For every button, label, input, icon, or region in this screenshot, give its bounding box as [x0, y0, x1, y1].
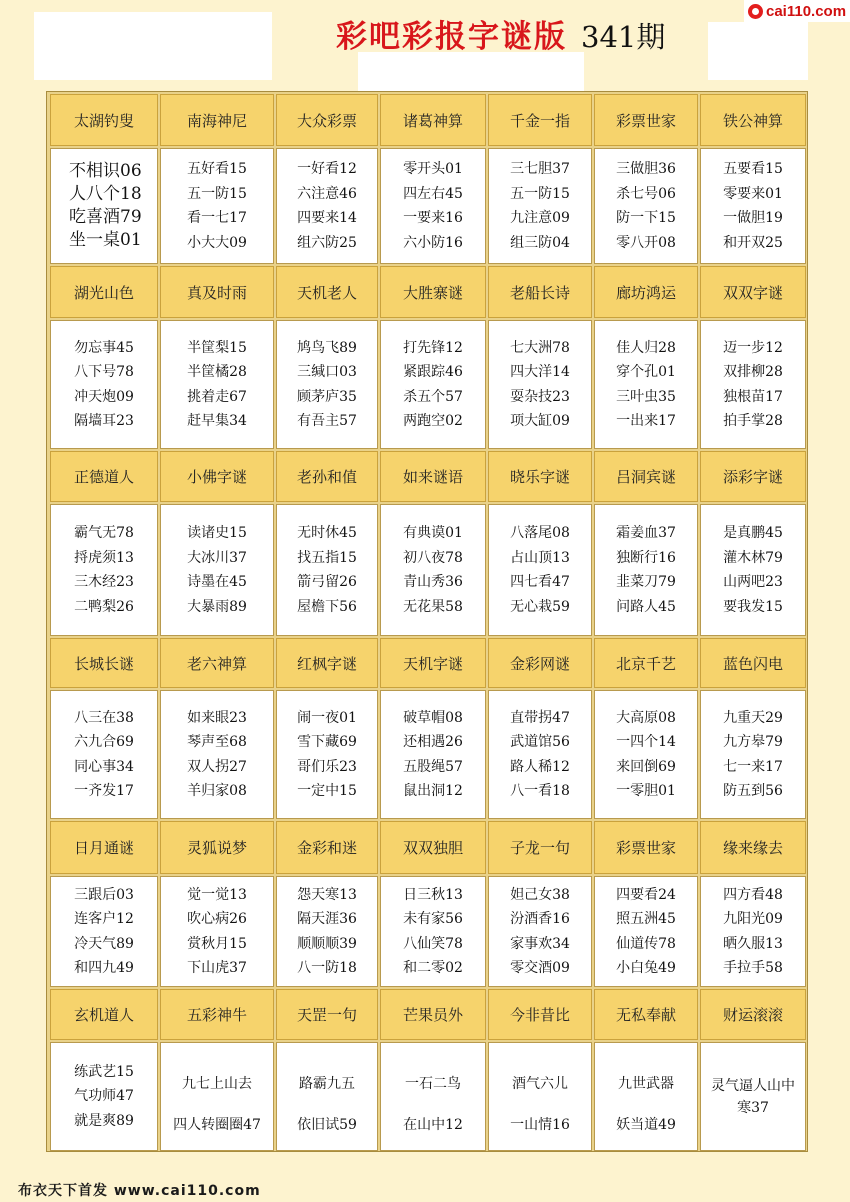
riddle-line: 一零胆01	[616, 783, 676, 799]
riddle-line: 雪下藏69	[297, 734, 357, 750]
column-header: 子龙一句	[488, 821, 592, 874]
riddle-line: 一做胆19	[723, 210, 783, 226]
riddle-cell	[160, 876, 274, 987]
riddle-line: 四要看24	[616, 886, 676, 903]
riddle-line: 连客户12	[74, 911, 134, 927]
riddle-line: 一定中15	[297, 783, 357, 799]
column-header: 双双独胆	[380, 821, 486, 874]
riddle-line: 三跟后03	[74, 886, 134, 903]
logo-text: cai110.com	[766, 2, 847, 20]
riddle-line: 五好看15	[187, 161, 247, 177]
riddle-line: 羊归家08	[187, 783, 247, 799]
riddle-line: 和二零02	[403, 960, 463, 976]
riddle-line: 冲天炮09	[74, 388, 134, 405]
column-header: 老孙和值	[276, 451, 378, 502]
riddle-line: 独根苗17	[723, 388, 783, 405]
column-header: 红枫字谜	[276, 638, 378, 688]
riddle-line: 就是爽89	[74, 1112, 134, 1129]
riddle-line: 三叶虫35	[616, 388, 676, 405]
riddle-cell	[488, 876, 592, 987]
riddle-line: 九注意09	[510, 210, 570, 226]
riddle-line: 双排柳28	[723, 364, 783, 380]
riddle-line: 琴声至68	[187, 734, 247, 750]
riddle-line: 霜姜血37	[616, 525, 676, 541]
riddle-line: 八下号78	[74, 364, 134, 380]
riddle-line: 隔天涯36	[297, 911, 357, 927]
riddle-line: 依旧试59	[297, 1117, 357, 1133]
riddle-line: 五一防15	[510, 185, 570, 202]
riddle-line: 箭弓留26	[297, 574, 357, 590]
riddle-cell	[700, 504, 806, 636]
riddle-line: 零开头01	[403, 161, 463, 177]
riddle-line: 酒气六儿	[512, 1076, 568, 1092]
riddle-line: 杀五个57	[403, 388, 463, 405]
column-header: 老船长诗	[488, 266, 592, 318]
column-header: 天机字谜	[380, 638, 486, 688]
riddle-line: 有典谟01	[403, 525, 463, 541]
column-header: 添彩字谜	[700, 451, 806, 502]
column-header: 小佛字谜	[160, 451, 274, 502]
column-header: 日月通谜	[50, 821, 158, 874]
riddle-line: 六小防16	[403, 234, 463, 251]
riddle-cell	[488, 504, 592, 636]
riddle-line: 勿忘事45	[74, 339, 134, 356]
riddle-line: 要我发15	[723, 598, 783, 615]
riddle-line: 小大大09	[187, 234, 247, 251]
riddle-line: 拍手掌28	[723, 413, 783, 429]
riddle-cell	[380, 320, 486, 449]
riddle-line: 无时休45	[297, 525, 357, 541]
column-header: 芒果员外	[380, 989, 486, 1040]
riddle-line: 组三防04	[510, 234, 570, 251]
riddle-cell	[276, 504, 378, 636]
riddle-line: 一好看12	[297, 161, 357, 177]
riddle-line: 冷天气89	[74, 935, 134, 952]
riddle-line: 如来眼23	[187, 709, 247, 726]
riddle-line: 双人拐27	[187, 758, 247, 775]
riddle-line: 半筐橘28	[187, 364, 247, 380]
riddle-line: 吃喜酒79	[69, 207, 142, 227]
riddle-line: 八三在38	[74, 709, 134, 726]
riddle-cell	[594, 148, 698, 264]
riddle-line: 和开双25	[723, 234, 783, 251]
riddle-cell	[594, 504, 698, 636]
riddle-line: 组六防25	[297, 234, 357, 251]
column-header: 金彩和迷	[276, 821, 378, 874]
riddle-cell	[276, 1042, 378, 1151]
riddle-line: 三木经23	[74, 574, 134, 590]
riddle-line: 汾酒香16	[510, 911, 570, 927]
riddle-line: 隔墙耳23	[74, 413, 134, 429]
riddle-cell	[700, 690, 806, 819]
riddle-line: 来回倒69	[616, 758, 676, 775]
riddle-line: 四方看48	[723, 886, 783, 903]
riddle-line: 八一防18	[297, 960, 357, 976]
riddle-line: 零交酒09	[510, 960, 570, 976]
footer-credit: 布衣天下首发 www.cai110.com	[18, 1183, 261, 1199]
riddle-line: 九七上山去	[182, 1076, 252, 1092]
riddle-cell	[160, 148, 274, 264]
riddle-line: 灵气逼人山中寒37	[711, 1077, 795, 1116]
column-header: 诸葛神算	[380, 94, 486, 146]
riddle-line: 霸气无78	[74, 525, 134, 541]
riddle-line: 有吾主57	[297, 413, 357, 429]
riddle-line: 问路人45	[616, 598, 676, 615]
riddle-cell	[380, 504, 486, 636]
riddle-line: 七大洲78	[510, 339, 570, 356]
riddle-cell	[380, 148, 486, 264]
riddle-line: 一四个14	[616, 734, 676, 750]
column-header: 真及时雨	[160, 266, 274, 318]
riddle-line: 六九合69	[74, 734, 134, 750]
riddle-line: 未有家56	[403, 911, 463, 927]
riddle-line: 无花果58	[403, 598, 463, 615]
column-header: 天机老人	[276, 266, 378, 318]
riddle-cell	[488, 1042, 592, 1151]
column-header: 晓乐字谜	[488, 451, 592, 502]
riddle-line: 九世武器	[618, 1076, 674, 1092]
riddle-line: 两跑空02	[403, 413, 463, 429]
riddle-cell	[594, 690, 698, 819]
riddle-line: 半筐梨15	[187, 339, 247, 356]
riddle-cell	[380, 1042, 486, 1151]
column-header: 太湖钓叟	[50, 94, 158, 146]
riddle-cell	[276, 148, 378, 264]
riddle-cell	[50, 876, 158, 987]
riddle-line: 一齐发17	[74, 783, 134, 799]
column-header: 今非昔比	[488, 989, 592, 1040]
riddle-line: 占山顶13	[510, 549, 570, 566]
riddle-cell	[700, 148, 806, 264]
riddle-line: 路人稀12	[510, 758, 570, 775]
column-header: 千金一指	[488, 94, 592, 146]
blank-box-right	[708, 22, 808, 80]
column-header: 南海神尼	[160, 94, 274, 146]
riddle-line: 五一防15	[187, 185, 247, 202]
riddle-cell	[160, 690, 274, 819]
riddle-line: 下山虎37	[187, 960, 247, 976]
riddle-cell	[160, 1042, 274, 1151]
riddle-line: 青山秀36	[403, 574, 463, 590]
riddle-cell	[488, 690, 592, 819]
riddle-cell	[700, 1042, 806, 1151]
riddle-line: 诗墨在45	[187, 574, 247, 590]
riddle-line: 气功师47	[74, 1088, 134, 1105]
riddle-line: 迈一步12	[723, 339, 783, 356]
riddle-line: 怨天寒13	[297, 886, 357, 903]
riddle-cell	[594, 1042, 698, 1151]
riddle-line: 顾茅庐35	[297, 388, 357, 405]
riddle-line: 七一来17	[723, 758, 783, 775]
riddle-line: 直带拐47	[510, 709, 570, 726]
riddle-line: 吹心病26	[187, 911, 247, 927]
riddle-line: 练武艺15	[74, 1063, 134, 1080]
column-header: 吕洞宾谜	[594, 451, 698, 502]
riddle-line: 佳人归28	[616, 339, 676, 356]
column-header: 财运滚滚	[700, 989, 806, 1040]
riddle-line: 手拉手58	[723, 960, 783, 976]
riddle-cell	[380, 690, 486, 819]
riddle-cell	[488, 320, 592, 449]
riddle-line: 小白兔49	[616, 960, 676, 976]
riddle-line: 零要来01	[723, 185, 783, 202]
riddle-line: 四左右45	[403, 185, 463, 202]
column-header: 无私奉献	[594, 989, 698, 1040]
riddle-line: 照五洲45	[616, 911, 676, 927]
riddle-cell	[594, 320, 698, 449]
riddle-line: 顺顺顺39	[297, 935, 357, 952]
column-header: 铁公神算	[700, 94, 806, 146]
column-header: 金彩网谜	[488, 638, 592, 688]
page-title	[336, 11, 665, 55]
riddle-line: 闹一夜01	[297, 709, 357, 726]
riddle-line: 妖当道49	[616, 1117, 676, 1133]
column-header: 双双字谜	[700, 266, 806, 318]
riddle-line: 晒久服13	[723, 935, 783, 952]
site-logo[interactable]	[744, 0, 850, 22]
column-header: 正德道人	[50, 451, 158, 502]
column-header: 廊坊鸿运	[594, 266, 698, 318]
riddle-line: 二鸭梨26	[74, 598, 134, 615]
riddle-cell	[594, 876, 698, 987]
riddle-line: 大暴雨89	[187, 598, 247, 615]
riddle-cell	[50, 148, 158, 264]
riddle-line: 九重天29	[723, 709, 783, 726]
riddle-cell	[276, 876, 378, 987]
riddle-line: 灌木林79	[723, 549, 783, 566]
riddle-cell	[50, 320, 158, 449]
riddle-line: 打先锋12	[403, 339, 463, 356]
riddle-line: 四大洋14	[510, 364, 570, 380]
column-header: 长城长谜	[50, 638, 158, 688]
riddle-line: 鸠鸟飞89	[297, 339, 357, 356]
riddle-line: 项大缸09	[510, 413, 570, 429]
riddle-line: 在山中12	[403, 1117, 463, 1133]
riddle-line: 一要来16	[403, 210, 463, 226]
column-header: 灵狐说梦	[160, 821, 274, 874]
riddle-line: 六注意46	[297, 185, 357, 202]
riddle-cell	[700, 320, 806, 449]
riddle-line: 杀七号06	[616, 185, 676, 202]
column-header: 大胜寨谜	[380, 266, 486, 318]
riddle-cell	[700, 876, 806, 987]
riddle-line: 觉一觉13	[187, 886, 247, 903]
riddle-line: 路霸九五	[299, 1076, 355, 1092]
riddle-line: 耍杂技23	[510, 388, 570, 405]
blank-box-left	[34, 12, 272, 80]
riddle-line: 赶早集34	[187, 413, 247, 429]
riddle-cell	[488, 148, 592, 264]
riddle-line: 三缄口03	[297, 364, 357, 380]
riddle-line: 找五指15	[297, 549, 357, 566]
riddle-line: 一石二鸟	[405, 1076, 461, 1092]
riddle-line: 不相识06	[69, 161, 142, 181]
riddle-line: 防五到56	[723, 783, 783, 799]
riddle-line: 和四九49	[74, 960, 134, 976]
column-header: 如来谜语	[380, 451, 486, 502]
riddle-line: 武道馆56	[510, 734, 570, 750]
riddle-line: 挑着走67	[187, 388, 247, 405]
riddle-line: 一山情16	[510, 1117, 570, 1133]
riddle-line: 四七看47	[510, 574, 570, 590]
column-header: 大众彩票	[276, 94, 378, 146]
blank-box-middle	[358, 52, 584, 92]
riddle-line: 四要来14	[297, 210, 357, 226]
riddle-line: 九方皋79	[723, 734, 783, 750]
riddle-line: 四人转圈圈47	[173, 1117, 261, 1133]
riddle-line: 捋虎须13	[74, 549, 134, 566]
riddle-line: 五股绳57	[403, 758, 463, 775]
title-issue: 341期	[581, 20, 666, 54]
riddle-line: 屋檐下56	[297, 598, 357, 615]
riddle-line: 赏秋月15	[187, 935, 247, 952]
riddle-line: 坐一桌01	[69, 230, 142, 250]
column-header: 五彩神牛	[160, 989, 274, 1040]
riddle-line: 哥们乐23	[297, 758, 357, 775]
riddle-line: 日三秋13	[403, 886, 463, 903]
riddle-cell	[160, 320, 274, 449]
column-header: 湖光山色	[50, 266, 158, 318]
riddle-grid	[46, 91, 808, 1152]
riddle-line: 八落尾08	[510, 525, 570, 541]
riddle-line: 八仙笑78	[403, 935, 463, 952]
riddle-line: 零八开08	[616, 234, 676, 251]
column-header: 彩票世家	[594, 821, 698, 874]
riddle-line: 仙道传78	[616, 935, 676, 952]
column-header: 彩票世家	[594, 94, 698, 146]
riddle-cell	[50, 504, 158, 636]
riddle-line: 穿个孔01	[616, 364, 676, 380]
column-header: 北京千艺	[594, 638, 698, 688]
riddle-line: 韭菜刀79	[616, 574, 676, 590]
riddle-cell	[160, 504, 274, 636]
riddle-line: 是真鹏45	[723, 525, 783, 541]
riddle-line: 八一看18	[510, 783, 570, 799]
column-header: 缘来缘去	[700, 821, 806, 874]
riddle-line: 妲己女38	[510, 886, 570, 903]
riddle-line: 看一七17	[187, 210, 247, 226]
riddle-line: 九阳光09	[723, 911, 783, 927]
riddle-line: 破草帽08	[403, 709, 463, 726]
column-header: 玄机道人	[50, 989, 158, 1040]
riddle-line: 读诸史15	[187, 525, 247, 541]
riddle-line: 三七胆37	[510, 161, 570, 177]
riddle-line: 一出来17	[616, 413, 676, 429]
riddle-line: 初八夜78	[403, 549, 463, 566]
riddle-line: 紧跟踪46	[403, 364, 463, 380]
riddle-line: 还相遇26	[403, 734, 463, 750]
riddle-line: 山两吧23	[723, 574, 783, 590]
riddle-cell	[50, 690, 158, 819]
riddle-line: 同心事34	[74, 758, 134, 775]
riddle-line: 五要看15	[723, 161, 783, 177]
riddle-line: 人八个18	[69, 184, 142, 204]
riddle-line: 独断行16	[616, 549, 676, 566]
column-header: 蓝色闪电	[700, 638, 806, 688]
riddle-line: 大冰川37	[187, 549, 247, 566]
column-header: 天罡一句	[276, 989, 378, 1040]
logo-circle-icon	[748, 4, 763, 19]
riddle-line: 无心栽59	[510, 598, 570, 615]
riddle-cell	[276, 690, 378, 819]
riddle-line: 鼠出洞12	[403, 783, 463, 799]
riddle-cell	[380, 876, 486, 987]
riddle-cell	[276, 320, 378, 449]
riddle-line: 防一下15	[616, 210, 676, 226]
riddle-line: 大高原08	[616, 709, 676, 726]
column-header: 老六神算	[160, 638, 274, 688]
riddle-line: 家事欢34	[510, 935, 570, 952]
riddle-cell	[50, 1042, 158, 1151]
title-main: 彩吧彩报字谜版	[336, 19, 567, 55]
riddle-line: 三做胆36	[616, 161, 676, 177]
